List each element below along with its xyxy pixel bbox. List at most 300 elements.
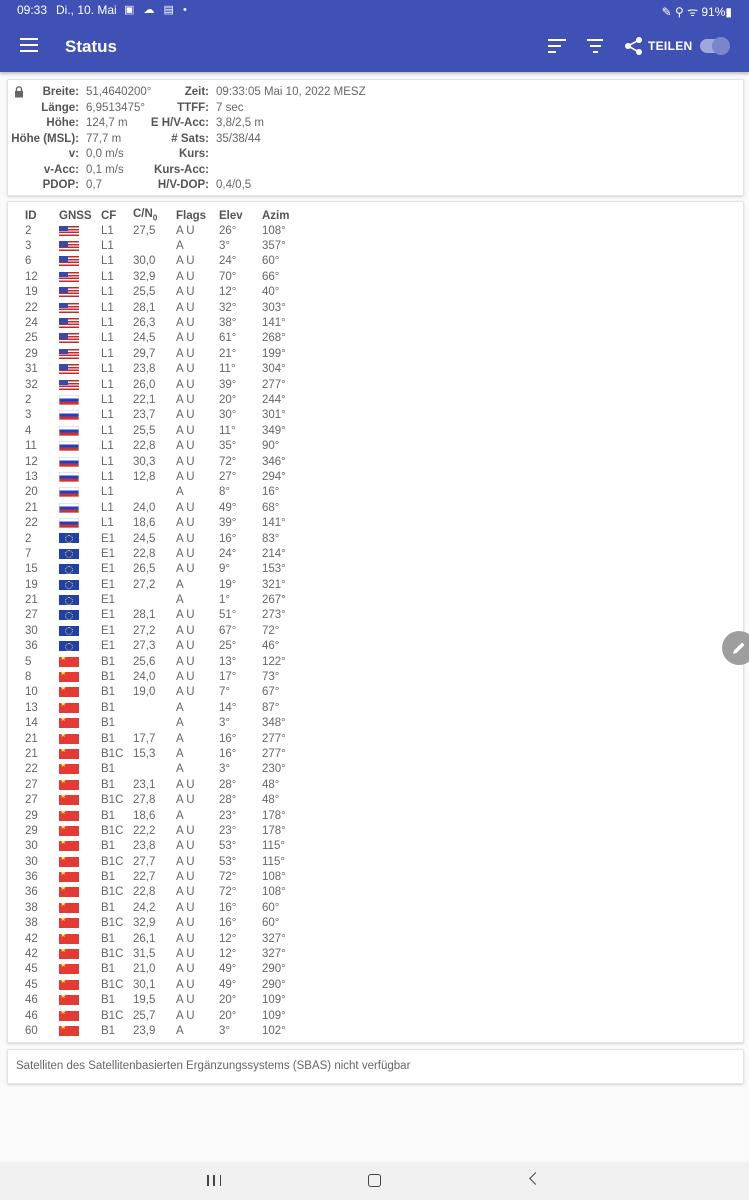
latitude-label: Breite: (42, 86, 79, 98)
gnss-cell (59, 685, 101, 700)
gnss-cell (59, 623, 101, 638)
speed-label: v: (68, 148, 79, 160)
flag-cn-icon (59, 995, 79, 1005)
elevation-cell: 21° (219, 347, 237, 360)
gnss-cell (59, 854, 101, 869)
table-row (22, 500, 307, 515)
flags-cell: A U (176, 393, 195, 406)
filter-icon[interactable] (587, 39, 603, 53)
table-row (22, 962, 307, 977)
sat-id-cell: 19 (25, 286, 38, 299)
table-row (22, 1023, 307, 1038)
table-row (22, 900, 307, 915)
header-cn0-text: C/N (133, 208, 153, 221)
flag-ru-icon (59, 472, 79, 482)
elevation-cell: 3° (219, 1025, 230, 1037)
flags-cell: A U (176, 532, 195, 545)
carrier-frequency-cell: L1 (101, 440, 114, 453)
azimuth-cell: 348° (262, 717, 286, 730)
gnss-cell (59, 977, 101, 992)
azimuth-cell: 230° (262, 763, 286, 776)
header-cn0[interactable] (133, 208, 176, 223)
carrier-frequency-cell: B1 (101, 1025, 116, 1037)
sat-id-cell: 3 (25, 409, 32, 422)
cn0-cell (133, 700, 176, 715)
elevation-cell: 27° (219, 470, 237, 483)
gnss-cell (59, 500, 101, 515)
carrier-frequency-cell: B1 (101, 809, 116, 822)
table-row (22, 254, 307, 269)
cn0-cell: 32,9 (133, 917, 156, 930)
table-row (22, 731, 307, 746)
carrier-frequency-cell: B1C (101, 855, 124, 868)
gnss-cell (59, 408, 101, 423)
gnss-cell (59, 993, 101, 1008)
elevation-cell: 49° (219, 963, 237, 976)
carrier-frequency-cell: L1 (101, 455, 114, 468)
sat-id-cell: 27 (25, 794, 38, 807)
table-row (22, 823, 307, 838)
carrier-frequency-cell: L1 (101, 270, 114, 283)
azimuth-cell: 273° (262, 609, 286, 622)
sat-id-cell: 60 (25, 1025, 38, 1037)
carrier-frequency-cell: L1 (101, 424, 114, 437)
flag-eu-icon (59, 580, 79, 590)
gnss-cell (59, 608, 101, 623)
table-row (22, 916, 307, 931)
flag-eu-icon (59, 564, 79, 574)
elevation-cell: 12° (219, 286, 237, 299)
carrier-frequency-cell: E1 (101, 640, 116, 653)
flags-cell: A U (176, 301, 195, 314)
cn0-cell: 22,8 (133, 547, 156, 560)
flags-cell: A (176, 732, 184, 745)
sat-id-cell: 14 (25, 717, 38, 730)
flag-us-icon (59, 333, 79, 343)
flags-cell: A (176, 809, 184, 822)
azimuth-cell: 108° (262, 886, 286, 899)
sort-icon[interactable] (548, 39, 566, 53)
v-acc-label: v-Acc: (43, 163, 79, 176)
cn0-cell: 26,5 (133, 563, 156, 576)
table-row (22, 608, 307, 623)
cn0-cell: 29,7 (133, 347, 156, 360)
flags-cell: A U (176, 855, 195, 868)
flags-cell: A U (176, 547, 195, 560)
sat-id-cell: 2 (25, 393, 32, 406)
home-icon[interactable] (368, 1174, 381, 1187)
gnss-cell (59, 254, 101, 269)
flag-cn-icon (59, 687, 79, 697)
azimuth-cell: 122° (262, 655, 286, 668)
carrier-frequency-cell: E1 (101, 532, 116, 545)
table-row (22, 993, 307, 1008)
altitude-value: 124,7 m (86, 117, 128, 129)
pdop-value: 0,7 (86, 179, 102, 191)
table-row (22, 362, 307, 377)
table-row (22, 223, 307, 238)
share-button[interactable] (624, 35, 692, 57)
azimuth-cell: 87° (262, 701, 280, 714)
system-navigation-bar (0, 1162, 749, 1200)
flags-cell: A U (176, 286, 195, 299)
sats-value: 35/38/44 (216, 132, 261, 145)
cn0-cell: 22,7 (133, 871, 156, 884)
flag-us-icon (59, 287, 79, 297)
flags-cell: A U (176, 840, 195, 853)
gnss-cell (59, 423, 101, 438)
cn0-cell: 24,2 (133, 901, 156, 914)
header-elev[interactable]: Elev (219, 209, 243, 222)
table-row (22, 454, 307, 469)
sat-id-cell: 38 (25, 901, 38, 914)
elevation-cell: 16° (219, 901, 237, 914)
azimuth-cell: 199° (262, 347, 286, 360)
table-row (22, 438, 307, 453)
cn0-cell: 24,0 (133, 501, 156, 514)
carrier-frequency-cell: L1 (101, 363, 114, 376)
flags-cell: A U (176, 824, 195, 837)
azimuth-cell: 16° (262, 486, 280, 499)
flags-cell: A (176, 717, 184, 730)
gnss-cell (59, 238, 101, 253)
flag-us-icon (59, 318, 79, 328)
azimuth-cell: 67° (262, 686, 280, 699)
sat-id-cell: 21 (25, 747, 38, 760)
carrier-frequency-cell: E1 (101, 624, 116, 637)
elevation-cell: 39° (219, 378, 237, 391)
header-gnss[interactable]: GNSS (59, 209, 92, 222)
flags-cell: A U (176, 978, 195, 991)
pdop-label: PDOP: (42, 179, 79, 191)
flags-cell: A U (176, 440, 195, 453)
flags-cell: A U (176, 424, 195, 437)
sat-id-cell: 13 (25, 470, 38, 483)
azimuth-cell: 178° (262, 809, 286, 822)
elevation-cell: 28° (219, 778, 237, 791)
azimuth-cell: 303° (262, 301, 286, 314)
azimuth-cell: 72° (262, 624, 280, 637)
table-row (22, 377, 307, 392)
table-row (22, 639, 307, 654)
sat-id-cell: 12 (25, 270, 38, 283)
cn0-cell: 23,9 (133, 1025, 156, 1037)
header-cn0-sub: 0 (152, 213, 158, 223)
flag-cn-icon (59, 887, 79, 897)
table-row (22, 700, 307, 715)
carrier-frequency-cell: B1 (101, 901, 116, 914)
flags-cell: A U (176, 686, 195, 699)
header-id[interactable]: ID (25, 209, 37, 222)
gnss-cell (59, 777, 101, 792)
flags-cell: A U (176, 455, 195, 468)
flag-cn-icon (59, 718, 79, 728)
azimuth-cell: 48° (262, 778, 280, 791)
elevation-cell: 9° (219, 563, 230, 576)
table-row (22, 854, 307, 869)
flags-cell: A U (176, 671, 195, 684)
gnss-cell (59, 346, 101, 361)
flag-ru-icon (59, 457, 79, 467)
flag-ru-icon (59, 441, 79, 451)
elevation-cell: 32° (219, 301, 237, 314)
v-acc-value: 0,1 m/s (86, 163, 124, 176)
carrier-frequency-cell: L1 (101, 409, 114, 422)
flag-us-icon (59, 256, 79, 266)
elevation-cell: 12° (219, 932, 237, 945)
flag-eu-icon (59, 610, 79, 620)
date: Di., 10. Mai (56, 3, 117, 17)
table-row (22, 577, 307, 592)
cn0-cell: 19,5 (133, 994, 156, 1007)
cn0-cell: 24,5 (133, 532, 156, 545)
sat-id-cell: 30 (25, 840, 38, 853)
latitude-value: 51,4640200° (86, 86, 152, 98)
azimuth-cell: 346° (262, 455, 286, 468)
elevation-cell: 72° (219, 886, 237, 899)
elevation-cell: 7° (219, 686, 230, 699)
elevation-cell: 53° (219, 855, 237, 868)
elevation-cell: 3° (219, 240, 230, 253)
sat-id-cell: 45 (25, 963, 38, 976)
flags-cell: A U (176, 655, 195, 668)
carrier-frequency-cell: B1C (101, 917, 124, 930)
recent-apps-icon[interactable] (207, 1175, 221, 1186)
flag-cn-icon (59, 841, 79, 851)
cn0-cell: 26,1 (133, 932, 156, 945)
flag-cn-icon (59, 672, 79, 682)
altitude-msl-value: 77,7 m (86, 132, 122, 145)
table-row (22, 392, 307, 407)
azimuth-cell: 301° (262, 409, 286, 422)
cn0-cell: 27,7 (133, 855, 156, 868)
azimuth-cell: 108° (262, 871, 286, 884)
cn0-cell: 22,8 (133, 440, 156, 453)
gnss-cell (59, 839, 101, 854)
azimuth-cell: 109° (262, 1009, 286, 1022)
sat-id-cell: 31 (25, 363, 38, 376)
gnss-cell (59, 269, 101, 284)
gnss-cell (59, 454, 101, 469)
azimuth-cell: 349° (262, 424, 286, 437)
carrier-frequency-cell: B1 (101, 701, 116, 714)
flag-eu-icon (59, 549, 79, 559)
sat-id-cell: 36 (25, 640, 38, 653)
sat-id-cell: 36 (25, 886, 38, 899)
azimuth-cell: 73° (262, 671, 280, 684)
table-row (22, 238, 307, 253)
azimuth-cell: 290° (262, 978, 286, 991)
location-info-card (7, 79, 744, 196)
flags-cell: A U (176, 932, 195, 945)
flags-cell: A U (176, 994, 195, 1007)
flags-cell: A U (176, 255, 195, 268)
flag-ru-icon (59, 487, 79, 497)
app-bar (0, 20, 749, 72)
sat-id-cell: 4 (25, 424, 32, 437)
azimuth-cell: 141° (262, 517, 286, 530)
table-row (22, 546, 307, 561)
azimuth-cell: 60° (262, 255, 280, 268)
flags-cell: A U (176, 563, 195, 576)
table-row (22, 300, 307, 315)
sat-id-cell: 36 (25, 871, 38, 884)
elevation-cell: 20° (219, 1009, 237, 1022)
table-row (22, 946, 307, 961)
back-icon[interactable] (529, 1172, 542, 1185)
gnss-cell (59, 900, 101, 915)
speed-value: 0,0 m/s (86, 148, 124, 160)
cn0-cell: 22,8 (133, 886, 156, 899)
sat-id-cell: 15 (25, 563, 38, 576)
sat-id-cell: 22 (25, 301, 38, 314)
header-azim[interactable]: Azim (262, 209, 290, 222)
cn0-cell: 18,6 (133, 517, 156, 530)
gnss-cell (59, 946, 101, 961)
carrier-frequency-cell: L1 (101, 317, 114, 330)
azimuth-cell: 277° (262, 732, 286, 745)
gnss-cell (59, 885, 101, 900)
flags-cell: A (176, 240, 184, 253)
flag-us-icon (59, 349, 79, 359)
elevation-cell: 11° (219, 424, 236, 437)
elevation-cell: 67° (219, 624, 237, 637)
table-row (22, 531, 307, 546)
gnss-cell (59, 285, 101, 300)
sat-id-cell: 8 (25, 671, 32, 684)
hv-dop-value: 0,4/0,5 (216, 179, 252, 191)
flags-cell: A U (176, 1009, 195, 1022)
cn0-cell: 27,5 (133, 224, 156, 237)
flag-cn-icon (59, 734, 79, 744)
table-header-row (22, 208, 307, 223)
azimuth-cell: 115° (262, 855, 285, 868)
table-row (22, 285, 307, 300)
flags-cell: A U (176, 624, 195, 637)
lock-icon (14, 86, 24, 98)
cn0-cell: 12,8 (133, 470, 156, 483)
cn0-cell: 23,8 (133, 840, 156, 853)
gnss-cell (59, 469, 101, 484)
table-row (22, 716, 307, 731)
elevation-cell: 61° (219, 332, 237, 345)
gnss-cell (59, 1008, 101, 1023)
sbas-message: Satelliten des Satellitenbasierten Ergänzungssystems (SBAS) nicht verfügbar (16, 1060, 411, 1072)
cn0-cell: 25,5 (133, 424, 156, 437)
sat-id-cell: 42 (25, 948, 38, 961)
flag-eu-icon (59, 641, 79, 651)
bearing-acc-label: Kurs-Acc: (154, 163, 209, 176)
azimuth-cell: 267° (262, 594, 286, 607)
flags-cell: A U (176, 778, 195, 791)
flag-cn-icon (59, 657, 79, 667)
table-row (22, 839, 307, 854)
azimuth-cell: 141° (262, 317, 286, 330)
azimuth-cell: 60° (262, 901, 280, 914)
azimuth-cell: 327° (262, 932, 286, 945)
table-row (22, 469, 307, 484)
elevation-cell: 49° (219, 978, 237, 991)
table-row (22, 869, 307, 884)
table-row (22, 777, 307, 792)
carrier-frequency-cell: L1 (101, 224, 114, 237)
cn0-cell (133, 592, 176, 607)
table-row (22, 515, 307, 530)
cn0-cell: 15,3 (133, 747, 156, 760)
edit-button[interactable] (722, 631, 749, 665)
sat-id-cell: 30 (25, 855, 38, 868)
cn0-cell: 25,7 (133, 1009, 156, 1022)
carrier-frequency-cell: B1 (101, 840, 116, 853)
flags-cell: A U (176, 794, 195, 807)
flag-ru-icon (59, 518, 79, 528)
azimuth-cell: 277° (262, 747, 286, 760)
header-cf[interactable]: CF (101, 209, 117, 222)
azimuth-cell: 357° (262, 240, 286, 253)
cn0-cell: 22,2 (133, 824, 156, 837)
elevation-cell: 72° (219, 455, 237, 468)
elevation-cell: 16° (219, 747, 237, 760)
cn0-cell: 30,0 (133, 255, 156, 268)
elevation-cell: 11° (219, 363, 236, 376)
elevation-cell: 16° (219, 917, 237, 930)
flags-cell: A U (176, 470, 195, 483)
azimuth-cell: 60° (262, 917, 280, 930)
cn0-cell (133, 485, 176, 500)
menu-icon[interactable] (20, 38, 38, 52)
elevation-cell: 38° (219, 317, 237, 330)
sat-id-cell: 3 (25, 240, 32, 253)
cn0-cell: 28,1 (133, 301, 156, 314)
table-row (22, 762, 307, 777)
table-row (22, 931, 307, 946)
azimuth-cell: 214° (262, 547, 286, 560)
flags-cell: A U (176, 332, 195, 345)
longitude-value: 6,9513475° (86, 101, 145, 114)
sats-label: # Sats: (171, 132, 209, 145)
cn0-cell: 27,8 (133, 794, 156, 807)
gnss-cell (59, 531, 101, 546)
table-row (22, 885, 307, 900)
carrier-frequency-cell: L1 (101, 286, 114, 299)
flag-cn-icon (59, 1011, 79, 1021)
elevation-cell: 3° (219, 763, 230, 776)
time-value: 09:33:05 Mai 10, 2022 MESZ (216, 86, 366, 98)
flags-cell: A U (176, 640, 195, 653)
carrier-frequency-cell: B1 (101, 763, 116, 776)
sat-id-cell: 30 (25, 624, 38, 637)
cn0-cell: 21,0 (133, 963, 156, 976)
gnss-cell (59, 654, 101, 669)
hv-acc-label: E H/V-Acc: (150, 117, 209, 129)
elevation-cell: 70° (219, 270, 237, 283)
cn0-cell: 32,9 (133, 270, 156, 283)
carrier-frequency-cell: B1 (101, 871, 116, 884)
table-row (22, 977, 307, 992)
table-row (22, 669, 307, 684)
flags-cell: A U (176, 871, 195, 884)
sat-id-cell: 25 (25, 332, 38, 345)
carrier-frequency-cell: B1 (101, 963, 116, 976)
flag-ru-icon (59, 395, 79, 405)
cn0-cell: 30,1 (133, 978, 156, 991)
flags-cell: A (176, 701, 184, 714)
cn0-cell: 18,6 (133, 809, 156, 822)
header-flags[interactable]: Flags (176, 209, 207, 222)
toggle-switch[interactable] (700, 39, 728, 53)
flag-cn-icon (59, 780, 79, 790)
flags-cell: A U (176, 224, 195, 237)
